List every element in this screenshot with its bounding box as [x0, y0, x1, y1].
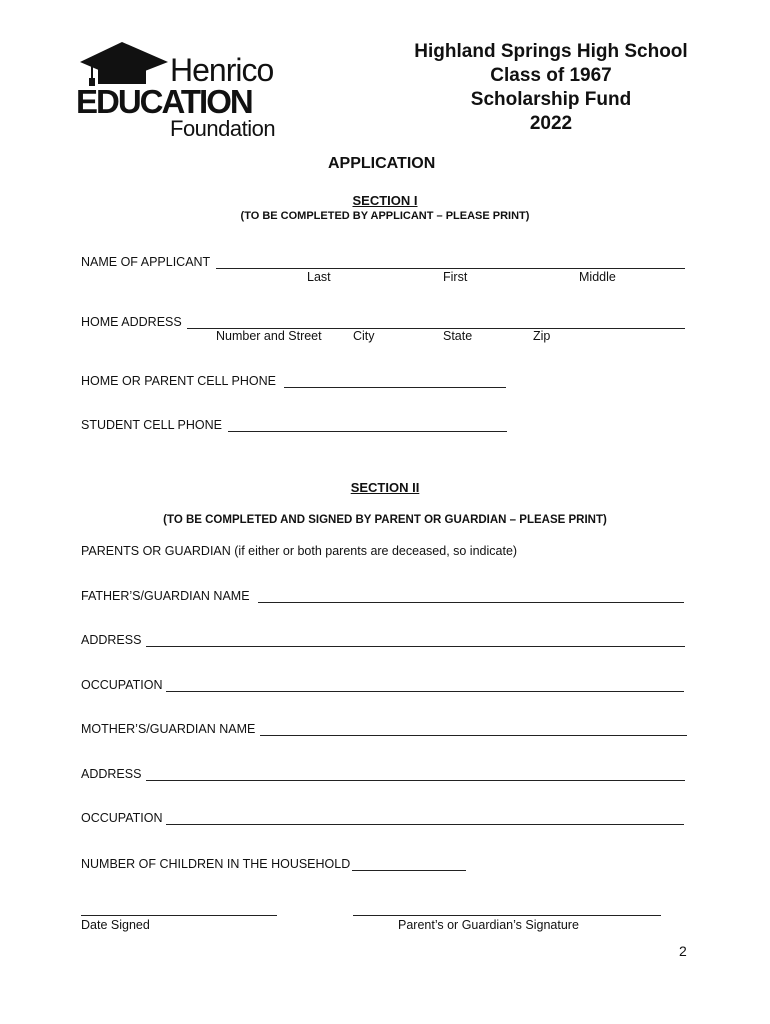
mother-name-field[interactable] — [260, 735, 687, 736]
children-count-field[interactable] — [352, 870, 466, 871]
logo-henrico: Henrico — [170, 52, 274, 88]
logo-education: EDUCATION — [76, 83, 252, 120]
name-last-caption: Last — [307, 270, 331, 284]
children-count-label: NUMBER OF CHILDREN IN THE HOUSEHOLD — [81, 857, 351, 871]
fund-name: Scholarship Fund — [470, 89, 632, 110]
mother-address-label: ADDRESS — [81, 767, 142, 781]
home-phone-field[interactable] — [284, 387, 506, 388]
signature-label: Parent’s or Guardian’s Signature — [398, 918, 579, 932]
father-address-label: ADDRESS — [81, 633, 142, 647]
home-phone-label: HOME OR PARENT CELL PHONE — [81, 374, 276, 388]
father-name-field[interactable] — [258, 602, 684, 603]
address-city-caption: City — [353, 329, 375, 343]
mother-name-label: MOTHER’S/GUARDIAN NAME — [81, 722, 256, 736]
logo-foundation: Foundation — [170, 116, 276, 141]
father-name-label: FATHER’S/GUARDIAN NAME — [81, 589, 250, 603]
class-of: Class of 1967 — [490, 65, 612, 86]
school-name: Highland Springs High School — [414, 41, 688, 62]
father-address-field[interactable] — [146, 646, 685, 647]
section2-note: (TO BE COMPLETED AND SIGNED BY PARENT OR GUARDIAN – PLEASE PRINT) — [163, 514, 607, 526]
address-zip-caption: Zip — [533, 329, 551, 343]
year: 2022 — [529, 113, 573, 134]
name-first-caption: First — [443, 270, 468, 284]
father-occupation-label: OCCUPATION — [81, 678, 163, 692]
name-middle-caption: Middle — [579, 270, 616, 284]
date-signed-field[interactable] — [81, 915, 277, 916]
student-phone-field[interactable] — [228, 431, 507, 432]
parents-intro: PARENTS OR GUARDIAN (if either or both parents are deceased, so indicate) — [81, 544, 518, 558]
section2-heading: SECTION II — [350, 480, 420, 495]
graduation-cap-icon — [76, 40, 176, 88]
signature-field[interactable] — [353, 915, 661, 916]
address-street-caption: Number and Street — [216, 329, 322, 343]
section1-heading: SECTION I — [352, 193, 418, 208]
address-state-caption: State — [443, 329, 473, 343]
name-of-applicant-field[interactable] — [216, 268, 685, 269]
mother-address-field[interactable] — [146, 780, 685, 781]
name-of-applicant-label: NAME OF APPLICANT — [81, 255, 211, 269]
father-occupation-field[interactable] — [166, 691, 684, 692]
page-title: APPLICATION — [328, 155, 436, 172]
date-signed-label: Date Signed — [81, 918, 150, 932]
student-phone-label: STUDENT CELL PHONE — [81, 418, 223, 432]
section1-note: (TO BE COMPLETED BY APPLICANT – PLEASE PRINT) — [240, 210, 530, 222]
mother-occupation-field[interactable] — [166, 824, 684, 825]
mother-occupation-label: OCCUPATION — [81, 811, 163, 825]
page-number: 2 — [679, 943, 687, 959]
home-address-label: HOME ADDRESS — [81, 315, 182, 329]
